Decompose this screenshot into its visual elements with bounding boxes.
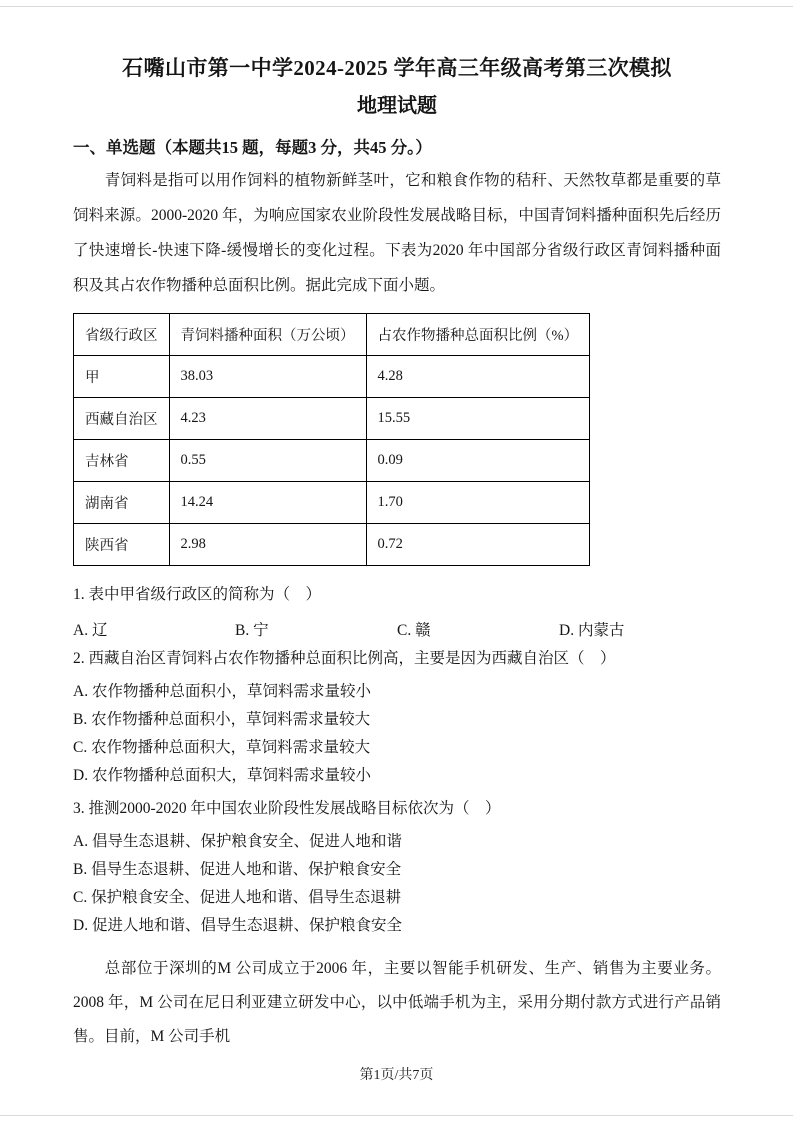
question-2-stem: 2. 西藏自治区青饲料占农作物播种总面积比例高，主要是因为西藏自治区（ ） bbox=[73, 650, 616, 668]
fodder-area-table bbox=[73, 313, 590, 566]
question-2 bbox=[73, 645, 721, 790]
option-b: B. 农作物播种总面积小，草饲料需求量较大 bbox=[73, 711, 371, 729]
option-d: D. 促进人地和谐、倡导生态退耕、保护粮食安全 bbox=[73, 917, 402, 935]
cell-region: 湖南省 bbox=[74, 482, 170, 524]
cell-region: 陕西省 bbox=[74, 524, 170, 566]
col-header-sown-area: 青饲料播种面积（万公顷） bbox=[169, 314, 366, 356]
option-c: C. 保护粮食安全、促进人地和谐、倡导生态退耕 bbox=[73, 889, 402, 907]
option-a: A. 农作物播种总面积小，草饲料需求量较小 bbox=[73, 683, 371, 701]
cell-sown-area: 0.55 bbox=[169, 440, 366, 482]
table-header-row bbox=[74, 314, 590, 356]
cell-region: 吉林省 bbox=[74, 440, 170, 482]
table-row bbox=[74, 398, 590, 440]
option-c: C. 赣 bbox=[397, 622, 431, 640]
question-1 bbox=[73, 581, 721, 645]
question-3 bbox=[73, 795, 721, 940]
question-3-stem: 3. 推测2000-2020 年中国农业阶段性发展战略目标依次为（ ） bbox=[73, 800, 501, 818]
exam-subtitle: 地理试题 bbox=[357, 95, 437, 118]
option-d: D. 农作物播种总面积大，草饲料需求量较小 bbox=[73, 767, 371, 785]
page-top-edge bbox=[0, 6, 793, 7]
col-header-ratio: 占农作物播种总面积比例（%） bbox=[366, 314, 590, 356]
cell-ratio: 0.72 bbox=[366, 524, 590, 566]
cell-ratio: 15.55 bbox=[366, 398, 590, 440]
cell-region: 甲 bbox=[74, 356, 170, 398]
closing-paragraph: 总部位于深圳的M 公司成立于2006 年，主要以智能手机研发、生产、销售为主要业务。2008 年，M 公司在尼日利亚建立研发中心，以中低端手机为主，采用分期付款方式进行产品销售。目前，M 公司手机 bbox=[73, 960, 721, 1046]
option-a: A. 辽 bbox=[73, 622, 108, 640]
table-row bbox=[74, 524, 590, 566]
option-c: C. 农作物播种总面积大，草饲料需求量较大 bbox=[73, 739, 371, 757]
option-a: A. 倡导生态退耕、保护粮食安全、促进人地和谐 bbox=[73, 833, 402, 851]
cell-ratio: 4.28 bbox=[366, 356, 590, 398]
table-row bbox=[74, 440, 590, 482]
cell-region: 西藏自治区 bbox=[74, 398, 170, 440]
page-bottom-edge bbox=[0, 1115, 793, 1116]
cell-ratio: 0.09 bbox=[366, 440, 590, 482]
table-row bbox=[74, 482, 590, 524]
cell-ratio: 1.70 bbox=[366, 482, 590, 524]
cell-sown-area: 2.98 bbox=[169, 524, 366, 566]
option-d: D. 内蒙古 bbox=[559, 622, 625, 640]
col-header-region: 省级行政区 bbox=[74, 314, 170, 356]
option-b: B. 宁 bbox=[235, 622, 269, 640]
cell-sown-area: 38.03 bbox=[169, 356, 366, 398]
page-number-footer: 第1页/共7页 bbox=[359, 1068, 434, 1083]
intro-paragraph: 青饲料是指可以用作饲料的植物新鲜茎叶，它和粮食作物的秸秆、天然牧草都是重要的草饲料来源。2000-2020 年，为响应国家农业阶段性发展战略目标，中国青饲料播种面积先后经历了快速增长-快速下降-缓慢增长的变化过程。下表为2020 年中国部分省级行政区青饲料播种面积及其占农作物播种总面积比例。据此完成下面小题。 bbox=[73, 172, 721, 295]
question-1-options bbox=[73, 617, 721, 645]
cell-sown-area: 4.23 bbox=[169, 398, 366, 440]
question-1-stem: 1. 表中甲省级行政区的简称为（ ） bbox=[73, 586, 322, 604]
cell-sown-area: 14.24 bbox=[169, 482, 366, 524]
option-b: B. 倡导生态退耕、促进人地和谐、保护粮食安全 bbox=[73, 861, 402, 879]
section-heading: 一、单选题（本题共15 题，每题3 分，共45 分。） bbox=[73, 138, 432, 158]
exam-title: 石嘴山市第一中学2024-2025 学年高三年级高考第三次模拟 bbox=[122, 56, 672, 80]
table-row bbox=[74, 356, 590, 398]
